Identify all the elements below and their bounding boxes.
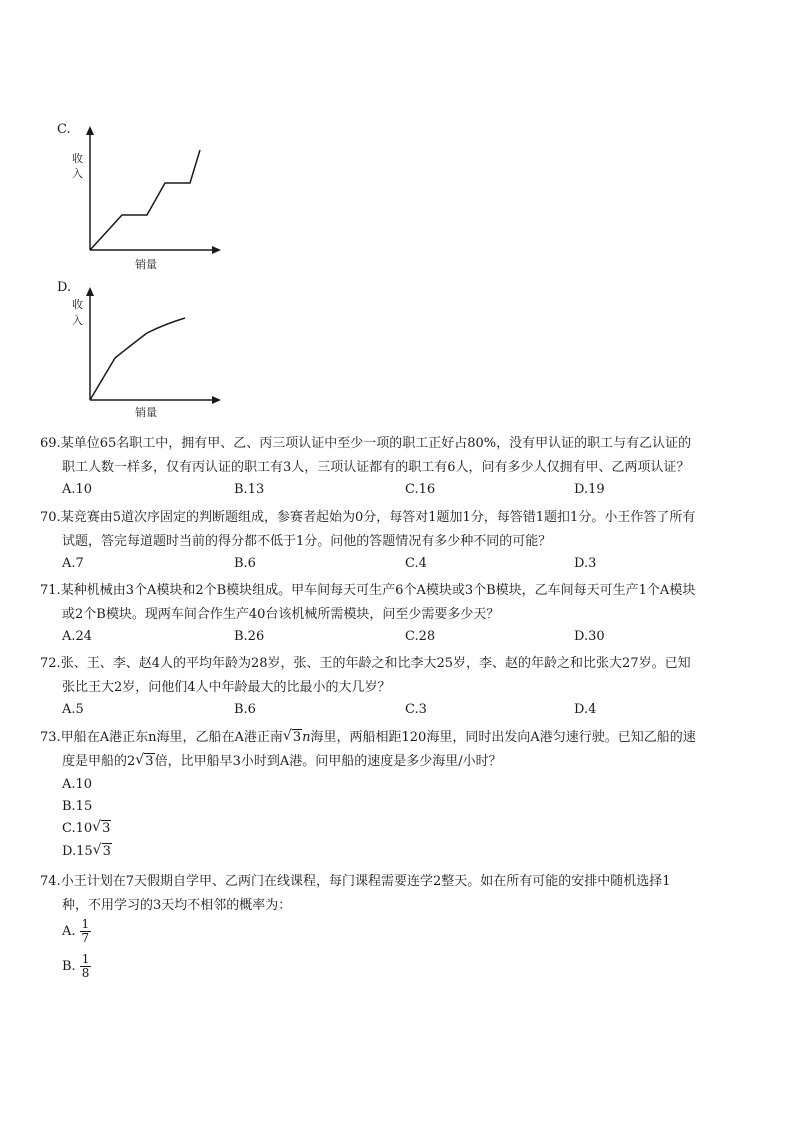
q73-option-c[interactable]: C.10√ 3 (62, 821, 111, 836)
q72-option-d[interactable]: D.4 (574, 702, 597, 717)
question-69-options (62, 482, 742, 504)
q71-option-c[interactable]: C.28 (405, 629, 436, 644)
question-69-line1: 69.某单位65名职工中，拥有甲、乙、丙三项认证中至少一项的职工正好占80%，没有甲认证的职工与有乙认证的 (40, 436, 692, 451)
q74-option-b[interactable]: B. $\frac{1}{8}$ (62, 952, 90, 980)
q72-option-a[interactable]: A.5 (62, 702, 84, 717)
q73-sqrt-2: √ 3 (135, 750, 154, 774)
question-73 (40, 726, 760, 774)
q74-option-a[interactable]: A. $\frac{1}{7}$ (62, 917, 90, 945)
question-71-line2: 或2个B模块。现两车间合作生产40台该机械所需模块，问至少需要多少天？ (62, 607, 500, 622)
question-73-line1: 73.甲船在A港正东n海里，乙船在A港正南√ 3n海里，两船相距120海里，同时出发向A港匀速行驶。已知乙船的速 (40, 726, 760, 750)
graph-c-ylabel-1: 收 (72, 152, 83, 165)
q73-option-a[interactable]: A.10 (62, 777, 93, 792)
graph-c-curve (90, 150, 200, 250)
graph-d-xlabel: 销量 (135, 406, 157, 419)
q71-option-b[interactable]: B.26 (234, 629, 265, 644)
graph-d-svg (55, 278, 235, 423)
graph-c-svg (55, 120, 235, 270)
question-70-options (62, 556, 742, 578)
q74-option-a-fraction: $\frac{1}{7}$ (81, 917, 90, 945)
q70-option-c[interactable]: C.4 (405, 556, 427, 571)
question-72 (40, 652, 760, 700)
question-74-line2: 种，不用学习的3天均不相邻的概率为： (62, 898, 292, 913)
question-70-line2: 试题，答完每道题时当前的得分都不低于1分。问他的答题情况有多少种不同的可能？ (62, 534, 552, 549)
graph-d-ylabel-1: 收 (72, 298, 83, 311)
question-71-line1: 71.某种机械由3个A模块和2个B模块组成。甲车间每天可生产6个A模块或3个B模块，乙车间每天可生产1个A模块 (40, 583, 696, 598)
question-74-line1: 74.小王计划在7天假期自学甲、乙两门在线课程，每门课程需要连学2整天。如在所有可能的安排中随机选择1 (40, 874, 671, 889)
graph-d-x-arrow (212, 396, 221, 404)
q69-option-b[interactable]: B.13 (234, 482, 265, 497)
graph-d-y-arrow (86, 287, 94, 296)
question-74 (40, 870, 760, 918)
graph-d-label: D. (57, 280, 72, 295)
q69-option-d[interactable]: D.19 (574, 482, 605, 497)
q69-option-a[interactable]: A.10 (62, 482, 93, 497)
q73-option-d[interactable]: D.15√ 3 (62, 844, 112, 859)
graph-option-c (55, 120, 235, 270)
q73-option-b[interactable]: B.15 (62, 799, 93, 814)
question-73-line2: 度是甲船的2√ 3倍，比甲船早3小时到A港。问甲船的速度是多少海里/小时？ (40, 750, 760, 774)
graph-c-label: C. (57, 122, 71, 137)
q72-option-c[interactable]: C.3 (405, 702, 427, 717)
question-72-options (62, 702, 742, 724)
question-71 (40, 579, 760, 627)
graph-d-ylabel-2: 入 (72, 314, 83, 327)
graph-option-d (55, 278, 235, 423)
question-71-options (62, 629, 742, 651)
question-69-line2: 职工人数一样多，仅有丙认证的职工有3人，三项认证都有的职工有6人，问有多少人仅拥有甲、乙两项认证？ (62, 460, 690, 475)
q74-option-b-fraction: $\frac{1}{8}$ (81, 952, 90, 980)
q70-option-b[interactable]: B.6 (234, 556, 256, 571)
question-72-line2: 张比王大2岁，问他们4人中年龄最大的比最小的大几岁？ (62, 680, 391, 695)
graph-c-y-arrow (86, 126, 94, 135)
q72-option-b[interactable]: B.6 (234, 702, 256, 717)
graph-c-x-arrow (212, 246, 221, 254)
question-70-line1: 70.某竞赛由5道次序固定的判断题组成，参赛者起始为0分，每答对1题加1分，每答错1题扣1分。小王作答了所有 (40, 510, 696, 525)
q71-option-a[interactable]: A.24 (62, 629, 93, 644)
question-69 (40, 432, 760, 480)
graph-c-xlabel: 销量 (135, 258, 157, 270)
q73-sqrt-1: √ 3 (283, 726, 302, 750)
question-72-line1: 72.张、王、李、赵4人的平均年龄为28岁，张、王的年龄之和比李大25岁，李、赵的年龄之和比张大27岁。已知 (40, 656, 691, 671)
q70-option-d[interactable]: D.3 (574, 556, 597, 571)
q71-option-d[interactable]: D.30 (574, 629, 605, 644)
q69-option-c[interactable]: C.16 (405, 482, 436, 497)
graph-c-ylabel-2: 入 (72, 167, 83, 180)
graph-d-curve (90, 318, 185, 400)
q70-option-a[interactable]: A.7 (62, 556, 84, 571)
question-70 (40, 506, 760, 554)
